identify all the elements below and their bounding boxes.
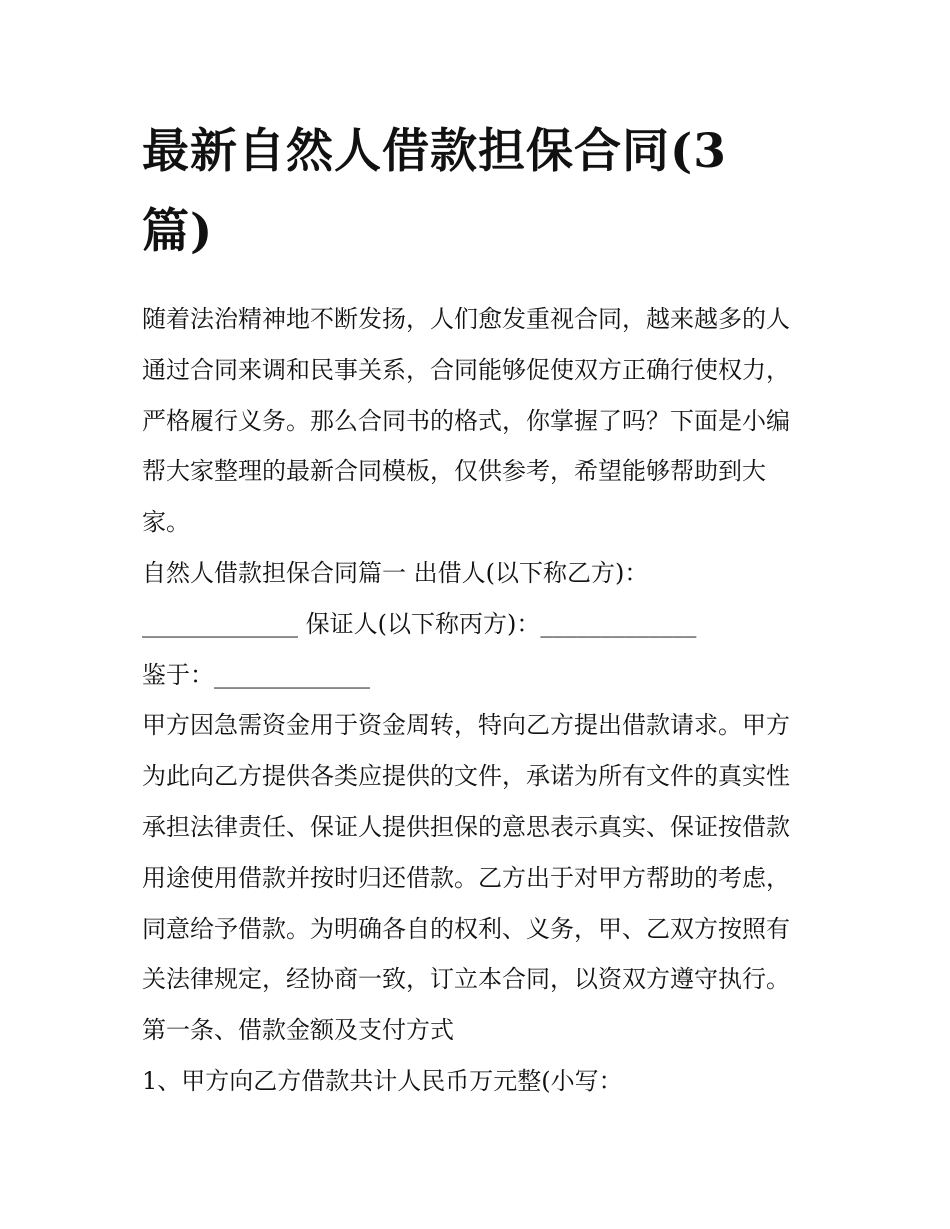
text-line: 第一条、借款金额及支付方式 [142, 1016, 454, 1045]
clause-paragraph [142, 1056, 822, 1107]
recital-paragraph [142, 700, 822, 1005]
document-body [142, 294, 822, 1107]
text-line: 随着法治精神地不断发扬，人们愈发重视合同，越来越多的人 [142, 305, 790, 333]
text-line: 同意给予借款。为明确各自的权利、义务，甲、乙双方按照有 [142, 914, 790, 943]
text-line: 帮大家整理的最新合同模板，仅供参考，希望能够帮助到大 [142, 457, 766, 486]
document-page [142, 112, 822, 1107]
title-line: 最新自然人借款担保合同(3 [142, 124, 727, 179]
text-line: 为此向乙方提供各类应提供的文件，承诺为所有文件的真实性 [142, 762, 790, 791]
text-line: 自然人借款担保合同篇一 出借人(以下称乙方)： [142, 558, 649, 587]
text-line: 甲方因急需资金用于资金周转，特向乙方提出借款请求。甲方 [142, 711, 790, 740]
text-line: 用途使用借款并按时归还借款。乙方出于对甲方帮助的考虑， [142, 863, 790, 892]
text-line: 1、甲方向乙方借款共计人民币万元整(小写： [142, 1066, 623, 1095]
title-line: 篇) [142, 204, 214, 259]
article-heading [142, 1005, 822, 1056]
text-line: 关法律规定，经协商一致，订立本合同，以资双方遵守执行。 [142, 965, 790, 994]
text-line: 家。 [142, 508, 190, 537]
text-line: _____________ 保证人(以下称丙方)：_____________ [142, 609, 697, 638]
guarantor-paragraph [142, 599, 822, 650]
whereas-paragraph [142, 650, 822, 701]
lender-paragraph [142, 548, 822, 599]
intro-paragraph [142, 294, 822, 548]
text-line: 承担法律责任、保证人提供担保的意思表示真实、保证按借款 [142, 812, 790, 841]
text-line: 通过合同来调和民事关系，合同能够促使双方正确行使权力， [142, 355, 790, 384]
document-title [142, 112, 822, 272]
text-line: 严格履行义务。那么合同书的格式，你掌握了吗？下面是小编 [142, 406, 790, 435]
text-line: 鉴于：_____________ [142, 660, 370, 689]
